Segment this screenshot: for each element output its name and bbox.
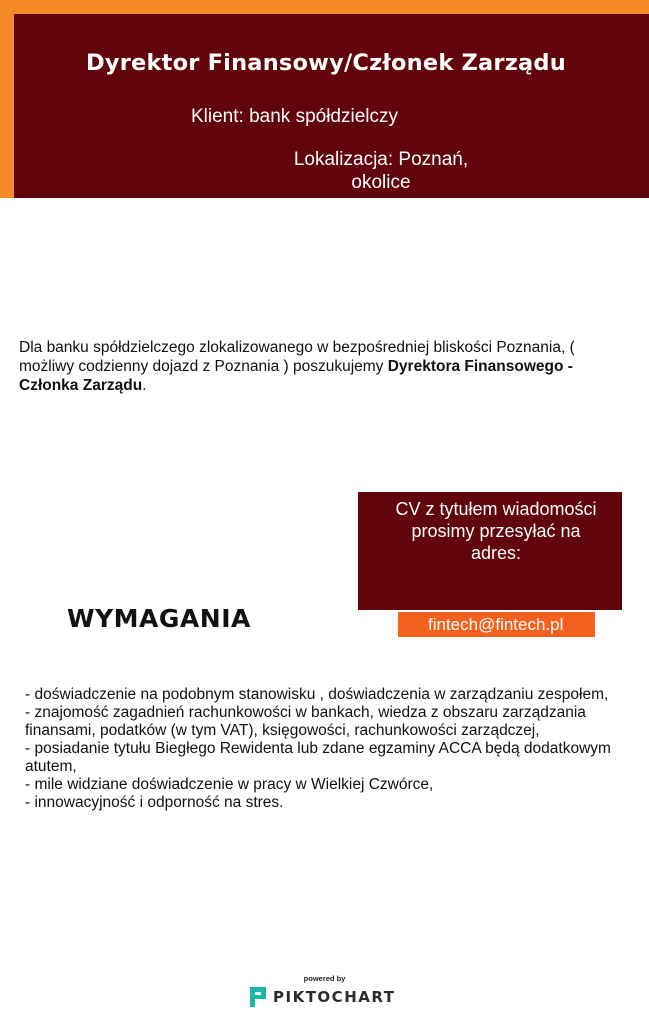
requirement-item: - innowacyjność i odporność na stres. — [25, 794, 284, 811]
left-accent-bar — [0, 0, 14, 198]
requirement-item: - posiadanie tytułu Biegłego Rewidenta lub zdane egzaminy ACCA będą dodatkowym atutem, — [25, 740, 611, 775]
requirement-item: - doświadczenie na podobnym stanowisku , doświadczenia w zarządzaniu zespołem, — [25, 686, 609, 703]
requirement-item: - znajomość zagadnień rachunkowości w bankach, wiedza z obszaru zarządzania finansami, podatków (w tym VAT), księgowości, rachunkowości zarządczej, — [25, 704, 586, 739]
header-banner — [14, 14, 649, 198]
cv-info-box — [358, 492, 622, 610]
top-accent-bar — [0, 0, 649, 14]
requirements-list — [25, 686, 625, 812]
requirement-item: - mile widziane doświadczenie w pracy w Wielkiej Czwórce, — [25, 776, 434, 793]
powered-by-label: powered by — [303, 974, 346, 983]
intro-paragraph — [19, 338, 619, 395]
location-line-1: Lokalizacja: Poznań, — [293, 149, 469, 170]
piktochart-logo[interactable] — [250, 986, 395, 1008]
intro-text-after: . — [142, 377, 147, 394]
location-label — [276, 148, 486, 194]
email-badge[interactable] — [398, 612, 595, 637]
requirements-heading: WYMAGANIA — [67, 604, 251, 633]
location-line-2: okolice — [351, 172, 411, 193]
email-address[interactable]: fintech@fintech.pl — [428, 615, 564, 634]
page-title: Dyrektor Finansowy/Członek Zarządu — [86, 50, 566, 76]
cv-info-text: CV z tytułem wiadomości prosimy przesyłać na adres: — [395, 499, 597, 563]
piktochart-logo-icon — [250, 987, 268, 1007]
intro-text-before: Dla banku spółdzielczego zlokalizowanego w bezpośredniej bliskości Poznania, ( możliwy codzienny dojazd z Poznania ) poszukujemy — [19, 339, 575, 375]
client-label: Klient: bank spółdzielczy — [191, 106, 398, 127]
piktochart-brand-text: PIKTOCHART — [273, 988, 396, 1006]
intro-position-bold: Dyrektora Finansowego -Członka Zarządu — [19, 358, 573, 394]
